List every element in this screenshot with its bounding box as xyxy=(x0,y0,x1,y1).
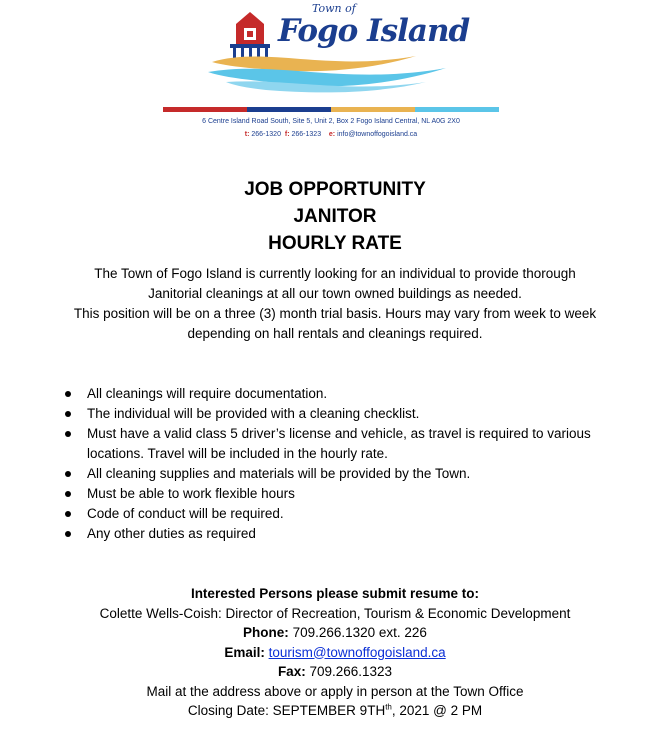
contact-phone: 709.266.1320 ext. 226 xyxy=(292,625,427,640)
letterhead-address: 6 Centre Island Road South, Site 5, Unit 2, Box 2 Fogo Island Central, NL A0G 2X0 xyxy=(202,118,460,125)
heading-janitor: JANITOR xyxy=(293,206,377,227)
list-item: Must have a valid class 5 driver’s license and vehicle, as travel is required to various locations. Travel will be included in the hourly rate. xyxy=(63,424,623,464)
heading-block xyxy=(0,176,670,257)
logo-town-text: Town of xyxy=(312,2,356,15)
intro-line: The Town of Fogo Island is currently looking for an individual to provide thorough xyxy=(94,266,576,281)
contact-person: Colette Wells-Coish: Director of Recreation, Tourism & Economic Development xyxy=(99,605,571,621)
heading-hourly-rate: HOURLY RATE xyxy=(268,233,402,254)
letterhead-phone-label: t: xyxy=(244,131,250,138)
heading-job-opportunity: JOB OPPORTUNITY xyxy=(244,179,426,200)
contact-phone-line xyxy=(0,623,670,643)
contact-block xyxy=(0,584,670,721)
town-logo xyxy=(206,2,470,94)
closing-date-suffix: , 2021 @ 2 PM xyxy=(391,703,483,718)
closing-date-prefix: Closing Date: SEPTEMBER 9TH xyxy=(187,703,386,718)
intro-line: depending on hall rentals and cleanings required. xyxy=(187,326,483,341)
intro-line: This position will be on a three (3) month trial basis. Hours may vary from week to week xyxy=(73,306,597,321)
contact-phone-label: Phone: xyxy=(243,625,289,640)
contact-email-line xyxy=(0,643,670,663)
letterhead-fax: 266-1323 xyxy=(291,131,322,138)
list-item: Must be able to work flexible hours xyxy=(63,484,623,504)
closing-date-suffix-sup: th xyxy=(385,702,392,712)
contact-email-label: Email: xyxy=(224,644,265,660)
letterhead-email-label: e: xyxy=(328,131,336,138)
list-item: Code of conduct will be required. xyxy=(63,504,623,524)
intro-line: Janitorial cleanings at all our town owned buildings as needed. xyxy=(148,286,522,301)
letterhead-contact-line xyxy=(163,131,499,138)
contact-mail-line: Mail at the address above or apply in person at the Town Office xyxy=(146,683,524,699)
closing-date-line xyxy=(0,701,670,721)
list-item: The individual will be provided with a cleaning checklist. xyxy=(63,404,623,424)
letterhead-fax-label: f: xyxy=(284,131,290,138)
contact-fax-line xyxy=(0,662,670,682)
letterhead-phone: 266-1320 xyxy=(251,131,281,138)
list-item: Any other duties as required xyxy=(63,524,623,544)
list-item: All cleaning supplies and materials will be provided by the Town. xyxy=(63,464,623,484)
contact-email-link[interactable]: tourism@townoffogoisland.ca xyxy=(268,644,446,660)
list-item: All cleanings will require documentation. xyxy=(63,384,623,404)
intro-paragraph xyxy=(0,264,670,344)
contact-fax-label: Fax: xyxy=(277,664,306,679)
contact-title: Interested Persons please submit resume to: xyxy=(190,586,480,601)
contact-fax: 709.266.1323 xyxy=(309,664,393,679)
letterhead-email: info@townoffogoisland.ca xyxy=(337,131,418,138)
letterhead-color-stripe xyxy=(163,107,499,112)
logo-name-text: Fogo Island xyxy=(278,13,470,49)
requirements-list xyxy=(63,384,623,544)
